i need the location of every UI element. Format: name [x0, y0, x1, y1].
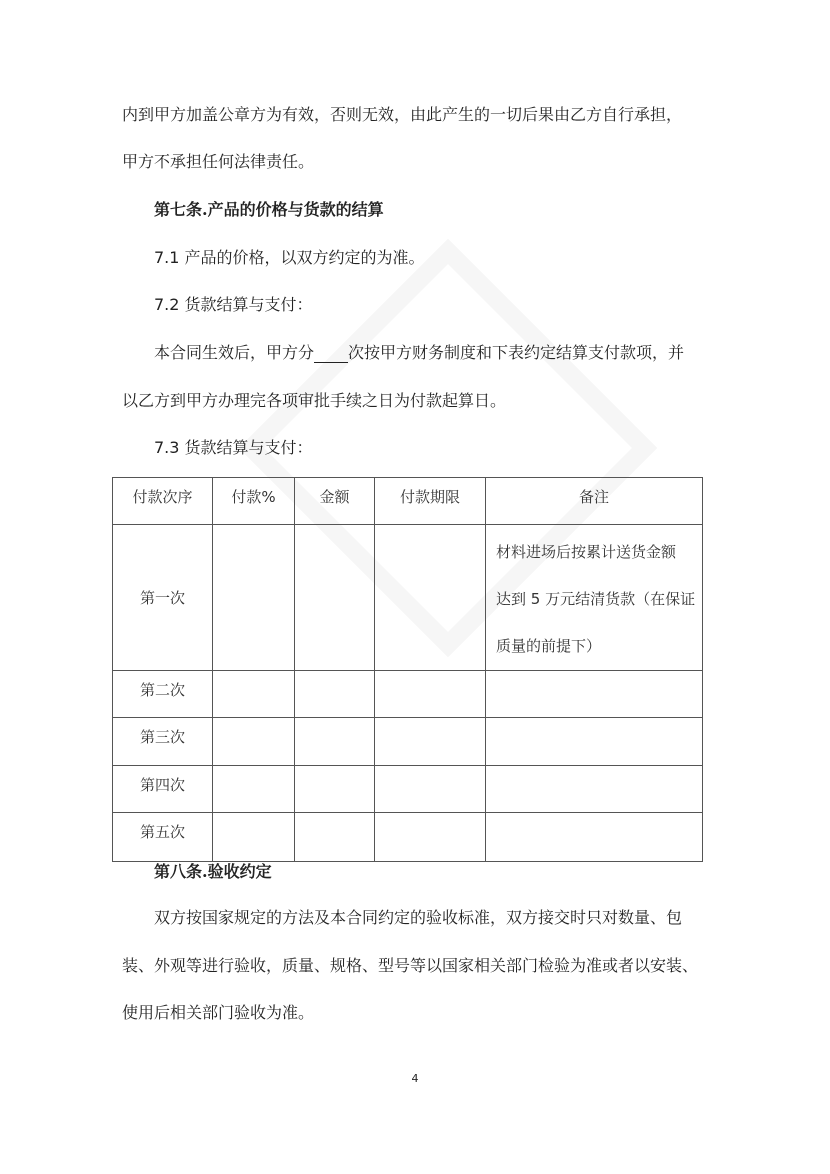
paragraph-line: 内到甲方加盖公章方为有效，否则无效，由此产生的一切后果由乙方自行承担，	[122, 105, 683, 124]
cell	[295, 766, 375, 813]
table-row	[113, 525, 703, 671]
cell	[486, 766, 703, 813]
clause-7-2: 7.2 货款结算与支付：	[154, 295, 313, 314]
page-number: 4	[411, 1072, 419, 1085]
note-cell	[486, 525, 703, 671]
cell	[295, 718, 375, 766]
cell	[213, 525, 295, 671]
header-cell: 金额	[295, 478, 375, 525]
note-line: 质量的前提下）	[496, 637, 602, 655]
clause-7-3: 7.3 货款结算与支付：	[154, 438, 313, 457]
paragraph-line: 双方按国家规定的方法及本合同约定的验收标准，双方接交时只对数量、包	[154, 908, 683, 927]
paragraph-line: 以乙方到甲方办理完各项审批手续之日为付款起算日。	[122, 391, 507, 410]
note-line: 材料进场后按累计送货金额	[496, 543, 677, 561]
order-cell: 第四次	[113, 766, 213, 813]
order-cell: 第三次	[113, 718, 213, 766]
order-cell: 第五次	[113, 813, 213, 862]
cell	[486, 718, 703, 766]
fill-in-blank[interactable]	[314, 346, 348, 363]
cell	[213, 718, 295, 766]
cell	[213, 766, 295, 813]
order-cell: 第二次	[113, 671, 213, 718]
cell	[375, 718, 486, 766]
section-7-heading: 第七条.产品的价格与货款的结算	[154, 200, 384, 219]
payment-table	[112, 477, 703, 862]
table-row	[113, 671, 703, 718]
clause-7-1: 7.1 产品的价格，以双方约定的为准。	[154, 248, 425, 267]
paragraph-line: 装、外观等进行验收，质量、规格、型号等以国家相关部门检验为准或者以安装、	[122, 956, 699, 975]
cell	[295, 525, 375, 671]
header-cell: 备注	[486, 478, 703, 525]
header-cell: 付款%	[213, 478, 295, 525]
text: 次按甲方财务制度和下表约定结算支付款项，并	[348, 343, 685, 362]
section-8-heading: 第八条.验收约定	[154, 862, 272, 881]
paragraph-line: 使用后相关部门验收为准。	[122, 1003, 315, 1022]
cell	[375, 813, 486, 862]
table-row	[113, 718, 703, 766]
note-line: 达到 5 万元结清货款（在保证	[496, 590, 696, 608]
cell	[486, 671, 703, 718]
cell	[375, 525, 486, 671]
cell	[295, 671, 375, 718]
cell	[213, 813, 295, 862]
cell	[213, 671, 295, 718]
table-row	[113, 813, 703, 862]
header-cell: 付款期限	[375, 478, 486, 525]
order-cell: 第一次	[113, 525, 213, 671]
header-cell: 付款次序	[113, 478, 213, 525]
cell	[375, 766, 486, 813]
cell	[375, 671, 486, 718]
cell	[486, 813, 703, 862]
cell	[295, 813, 375, 862]
paragraph-line: 甲方不承担任何法律责任。	[122, 152, 315, 171]
text: 本合同生效后，甲方分	[154, 343, 315, 362]
table-row	[113, 766, 703, 813]
table-header-row	[113, 478, 703, 525]
clause-7-2-paragraph	[154, 343, 684, 363]
